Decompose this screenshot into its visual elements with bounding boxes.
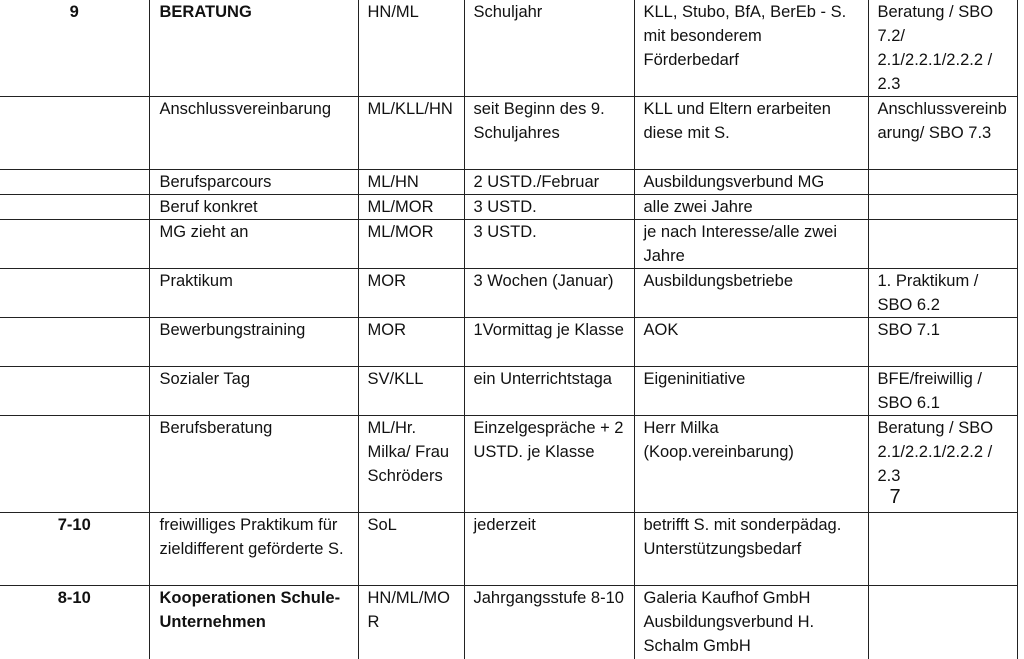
partner-cell: Ausbildungsverbund MG bbox=[634, 170, 868, 195]
activity-cell: Anschlussvereinbarung bbox=[149, 97, 358, 170]
reference-cell: BFE/freiwillig / SBO 6.1 bbox=[868, 367, 1017, 416]
partner-cell: Ausbildungsbetriebe bbox=[634, 269, 868, 318]
grade-cell bbox=[0, 220, 149, 269]
partner-cell: alle zwei Jahre bbox=[634, 195, 868, 220]
activity-cell: Bewerbungstraining bbox=[149, 318, 358, 367]
time-cell: jederzeit bbox=[464, 513, 634, 586]
table-row bbox=[0, 170, 1017, 195]
responsible-cell: MOR bbox=[358, 269, 464, 318]
activity-cell: freiwilliges Praktikum für zieldifferent geförderte S. bbox=[149, 513, 358, 586]
grade-cell bbox=[0, 170, 149, 195]
table-row bbox=[0, 195, 1017, 220]
activity-cell: Beruf konkret bbox=[149, 195, 358, 220]
activity-cell: Berufsparcours bbox=[149, 170, 358, 195]
time-cell: 3 USTD. bbox=[464, 195, 634, 220]
responsible-cell: ML/MOR bbox=[358, 195, 464, 220]
grade-cell: 7-10 bbox=[0, 513, 149, 586]
partner-cell: AOK bbox=[634, 318, 868, 367]
table-row bbox=[0, 367, 1017, 416]
reference-text: Beratung / SBO 2.1/2.2.1/2.2.2 / 2.3 bbox=[877, 419, 994, 485]
reference-cell bbox=[868, 586, 1017, 659]
grade-cell: 8-10 bbox=[0, 586, 149, 659]
grade-cell bbox=[0, 97, 149, 170]
reference-cell: SBO 7.1 bbox=[868, 318, 1017, 367]
responsible-cell: ML/Hr. Milka/ Frau Schröders bbox=[358, 416, 464, 513]
reference-cell bbox=[868, 416, 1017, 513]
time-cell: seit Beginn des 9. Schuljahres bbox=[464, 97, 634, 170]
activity-cell: MG zieht an bbox=[149, 220, 358, 269]
partner-cell: betrifft S. mit sonderpädag. Unterstützungsbedarf bbox=[634, 513, 868, 586]
responsible-cell: SoL bbox=[358, 513, 464, 586]
partner-cell: Eigeninitiative bbox=[634, 367, 868, 416]
reference-cell: Anschlussvereinbarung/ SBO 7.3 bbox=[868, 97, 1017, 170]
partner-cell: je nach Interesse/alle zwei Jahre bbox=[634, 220, 868, 269]
table-row bbox=[0, 0, 1017, 97]
table-row bbox=[0, 416, 1017, 513]
responsible-cell: ML/MOR bbox=[358, 220, 464, 269]
activity-cell: Kooperationen Schule-Unternehmen bbox=[149, 586, 358, 659]
time-cell: 3 Wochen (Januar) bbox=[464, 269, 634, 318]
time-cell: Schuljahr bbox=[464, 0, 634, 97]
grade-cell: 9 bbox=[0, 0, 149, 97]
reference-cell bbox=[868, 195, 1017, 220]
activity-cell: Berufsberatung bbox=[149, 416, 358, 513]
grade-cell bbox=[0, 195, 149, 220]
grade-cell bbox=[0, 416, 149, 513]
partner-cell: KLL, Stubo, BfA, BerEb - S. mit besonderem Förderbedarf bbox=[634, 0, 868, 97]
partner-cell: Herr Milka (Koop.vereinbarung) bbox=[634, 416, 868, 513]
responsible-cell: MOR bbox=[358, 318, 464, 367]
table-row bbox=[0, 513, 1017, 586]
partner-cell: KLL und Eltern erarbeiten diese mit S. bbox=[634, 97, 868, 170]
time-cell: Jahrgangsstufe 8-10 bbox=[464, 586, 634, 659]
reference-cell bbox=[868, 220, 1017, 269]
time-cell: Einzelgespräche + 2 USTD. je Klasse bbox=[464, 416, 634, 513]
table-row bbox=[0, 269, 1017, 318]
table-row bbox=[0, 586, 1017, 659]
time-cell: 3 USTD. bbox=[464, 220, 634, 269]
time-cell: ein Unterrichtstaga bbox=[464, 367, 634, 416]
handwritten-mark: 7 bbox=[889, 486, 901, 508]
activity-cell: Sozialer Tag bbox=[149, 367, 358, 416]
activity-cell: Praktikum bbox=[149, 269, 358, 318]
activity-cell: BERATUNG bbox=[149, 0, 358, 97]
partner-cell: Galeria Kaufhof GmbH Ausbildungsverbund H. Schalm GmbH bbox=[634, 586, 868, 659]
responsible-cell: SV/KLL bbox=[358, 367, 464, 416]
time-cell: 1Vormittag je Klasse bbox=[464, 318, 634, 367]
reference-cell: Beratung / SBO 7.2/ 2.1/2.2.1/2.2.2 / 2.3 bbox=[868, 0, 1017, 97]
reference-cell bbox=[868, 170, 1017, 195]
table-row bbox=[0, 97, 1017, 170]
table-row bbox=[0, 220, 1017, 269]
reference-cell bbox=[868, 513, 1017, 586]
grade-cell bbox=[0, 318, 149, 367]
reference-cell: 1. Praktikum / SBO 6.2 bbox=[868, 269, 1017, 318]
responsible-cell: HN/ML bbox=[358, 0, 464, 97]
time-cell: 2 USTD./Februar bbox=[464, 170, 634, 195]
grade-cell bbox=[0, 367, 149, 416]
grade-cell bbox=[0, 269, 149, 318]
table-row bbox=[0, 318, 1017, 367]
responsible-cell: ML/HN bbox=[358, 170, 464, 195]
responsible-cell: ML/KLL/HN bbox=[358, 97, 464, 170]
responsible-cell: HN/ML/MOR bbox=[358, 586, 464, 659]
